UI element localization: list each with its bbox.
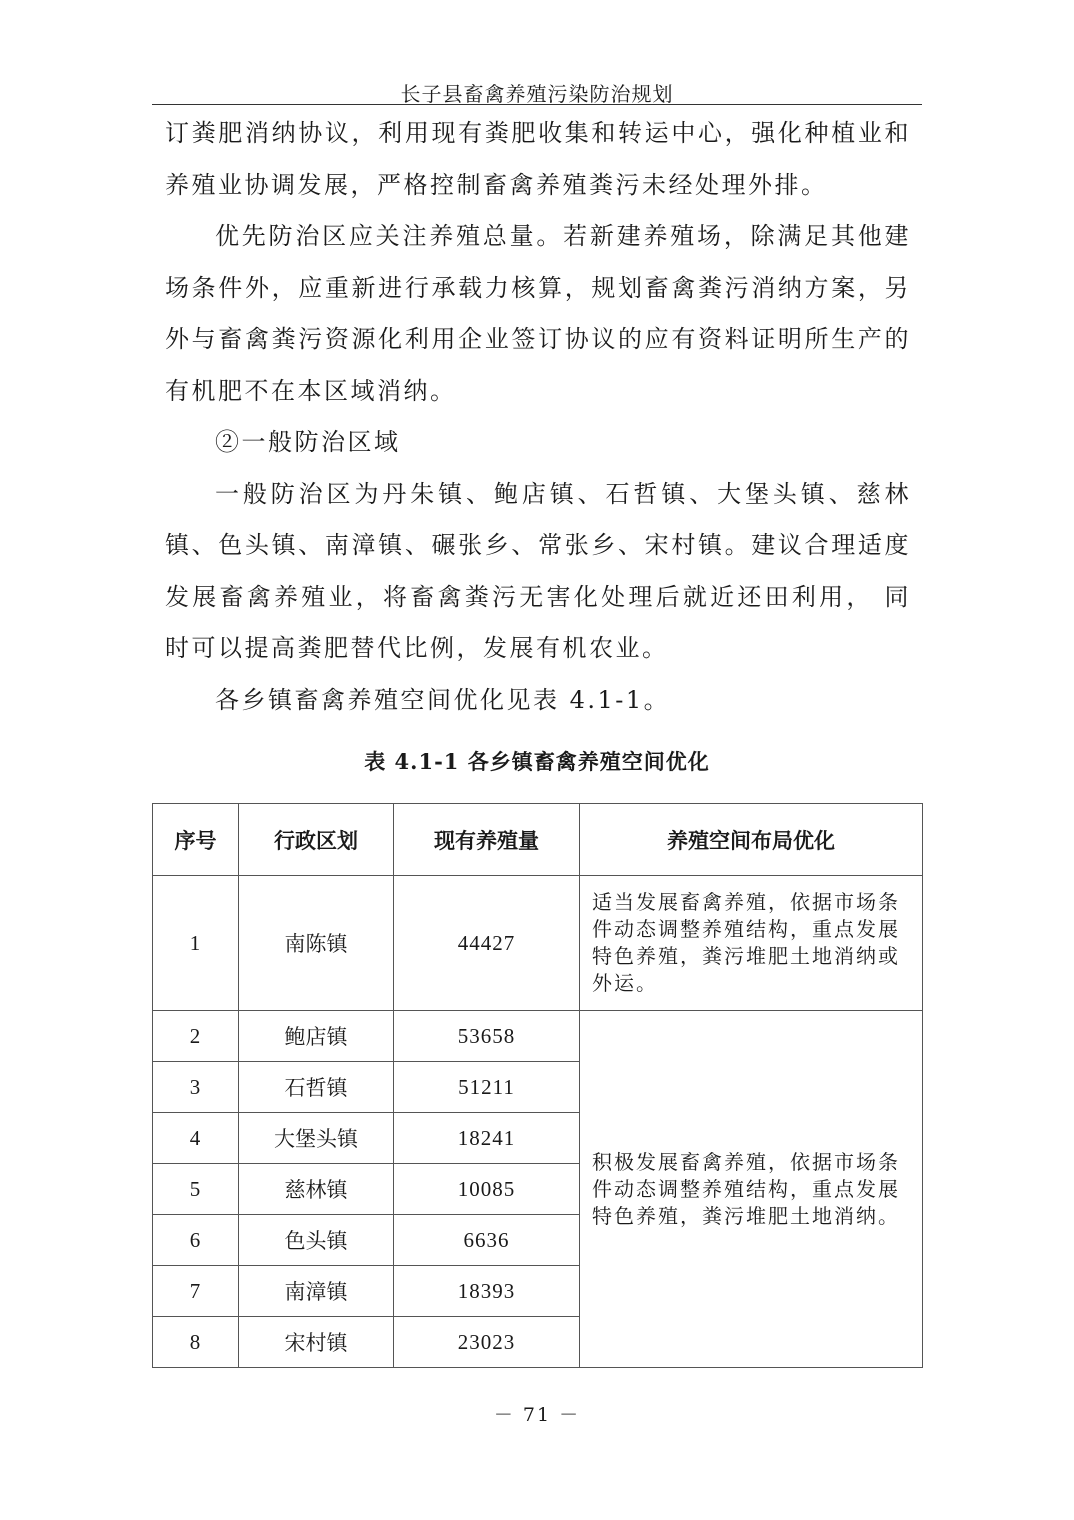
cell-region: 宋村镇: [239, 1317, 394, 1368]
table-caption: 表 4.1-1 各乡镇畜禽养殖空间优化: [364, 749, 710, 774]
cell-region: 大堡头镇: [239, 1113, 394, 1164]
cell-no: 8: [153, 1317, 239, 1368]
cell-region: 鲍店镇: [239, 1011, 394, 1062]
paragraph: 优先防治区应关注养殖总量。若新建养殖场，除满足其他建场条件外，应重新进行承载力核算，规划畜禽粪污消纳方案，另外与畜禽粪污资源化利用企业签订协议的应有资料证明所生产的有机肥不在本区域消纳。: [165, 222, 911, 405]
cell-count: 18241: [394, 1113, 580, 1164]
cell-count: 18393: [394, 1266, 580, 1317]
cell-region: 色头镇: [239, 1215, 394, 1266]
cell-count: 53658: [394, 1011, 580, 1062]
page-number: － 71 －: [493, 1404, 581, 1426]
table-header-row: [153, 804, 923, 876]
cell-optimization: 适当发展畜禽养殖，依据市场条件动态调整养殖结构，重点发展特色养殖，粪污堆肥土地消纳或外运。: [580, 876, 923, 1011]
cell-count: 23023: [394, 1317, 580, 1368]
cell-no: 3: [153, 1062, 239, 1113]
header-divider: [152, 104, 922, 105]
col-header-region: 行政区划: [239, 804, 394, 876]
cell-count: 51211: [394, 1062, 580, 1113]
cell-region: 南陈镇: [239, 876, 394, 1011]
paragraph: 一般防治区为丹朱镇、鲍店镇、石哲镇、大堡头镇、慈林镇、色头镇、南漳镇、碾张乡、常张乡、宋村镇。建议合理适度发展畜禽养殖业，将畜禽粪污无害化处理后就近还田利用， 同时可以提高粪肥替代比例，发展有机农业。: [165, 479, 911, 662]
cell-region: 南漳镇: [239, 1266, 394, 1317]
col-header-optimization: 养殖空间布局优化: [580, 804, 923, 876]
cell-count: 10085: [394, 1164, 580, 1215]
body-text: [165, 108, 911, 726]
col-header-no: 序号: [153, 804, 239, 876]
optimization-table: [152, 803, 923, 1368]
cell-region: 石哲镇: [239, 1062, 394, 1113]
table-row: [153, 1011, 923, 1062]
cell-no: 1: [153, 876, 239, 1011]
cell-no: 4: [153, 1113, 239, 1164]
section-heading: ②一般防治区域: [215, 428, 401, 456]
cell-no: 7: [153, 1266, 239, 1317]
cell-count: 6636: [394, 1215, 580, 1266]
table-row: [153, 876, 923, 1011]
paragraph: 各乡镇畜禽养殖空间优化见表 4.1-1。: [215, 685, 671, 714]
cell-region: 慈林镇: [239, 1164, 394, 1215]
paragraph: 订粪肥消纳协议，利用现有粪肥收集和转运中心，强化种植业和养殖业协调发展，严格控制畜禽养殖粪污未经处理外排。: [165, 119, 911, 199]
cell-no: 5: [153, 1164, 239, 1215]
cell-no: 2: [153, 1011, 239, 1062]
running-header: 长子县畜禽养殖污染防治规划: [400, 82, 674, 106]
cell-optimization: 积极发展畜禽养殖，依据市场条件动态调整养殖结构，重点发展特色养殖，粪污堆肥土地消纳。: [580, 1011, 923, 1368]
cell-no: 6: [153, 1215, 239, 1266]
col-header-count: 现有养殖量: [394, 804, 580, 876]
cell-count: 44427: [394, 876, 580, 1011]
